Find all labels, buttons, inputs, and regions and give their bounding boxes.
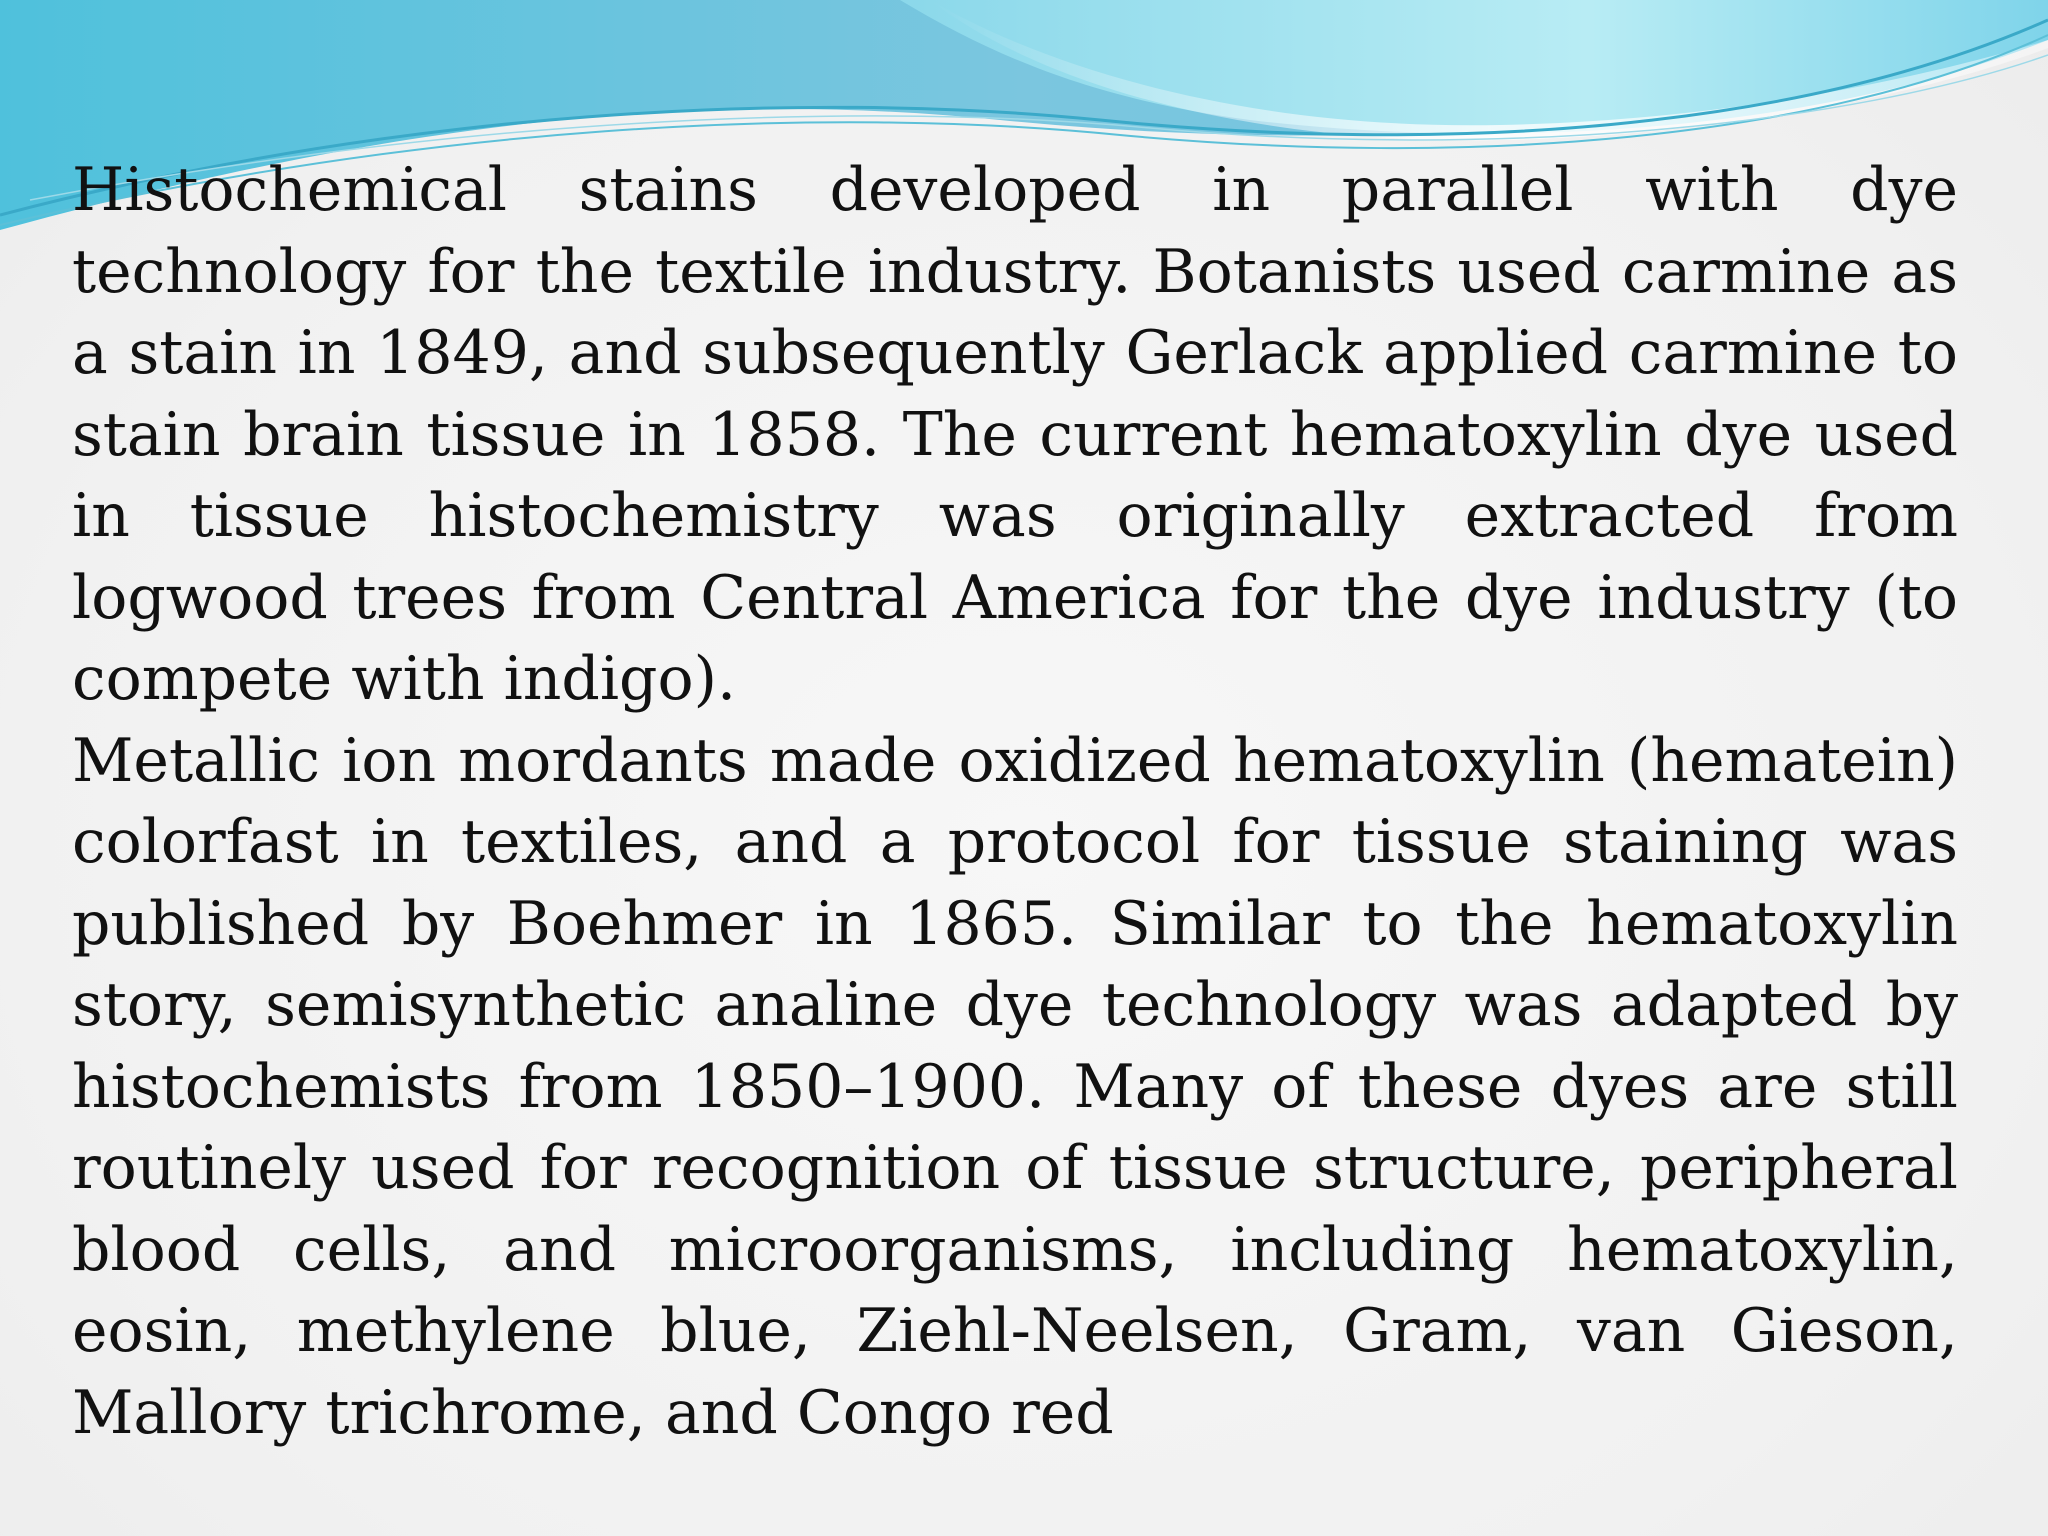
slide-body-text: [72, 150, 1958, 1454]
paragraph-history-carmine-hematoxylin: Histochemical stains developed in parallel with dye technology for the textile industry. Botanists used carmine as a stain in 1849, and subsequently Gerlack applied carmine to stain brain tissue in 1858. The current hematoxylin dye used in tissue histochemistry was originally extracted from logwood trees from Central America for the dye industry (to compete with indigo).: [72, 155, 1958, 714]
paragraph-mordants-analine-dyes: Metallic ion mordants made oxidized hematoxylin (hematein) colorfast in textiles, and a protocol for tissue staining was published by Boehmer in 1865. Similar to the hematoxylin story, semisynthetic analine dye technology was adapted by histochemists from 1850–1900. Many of these dyes are still routinely used for recognition of tissue structure, peripheral blood cells, and microorganisms, including hematoxylin, eosin, methylene blue, Ziehl-Neelsen, Gram, van Gieson, Mallory trichrome, and Congo red: [72, 725, 1958, 1448]
